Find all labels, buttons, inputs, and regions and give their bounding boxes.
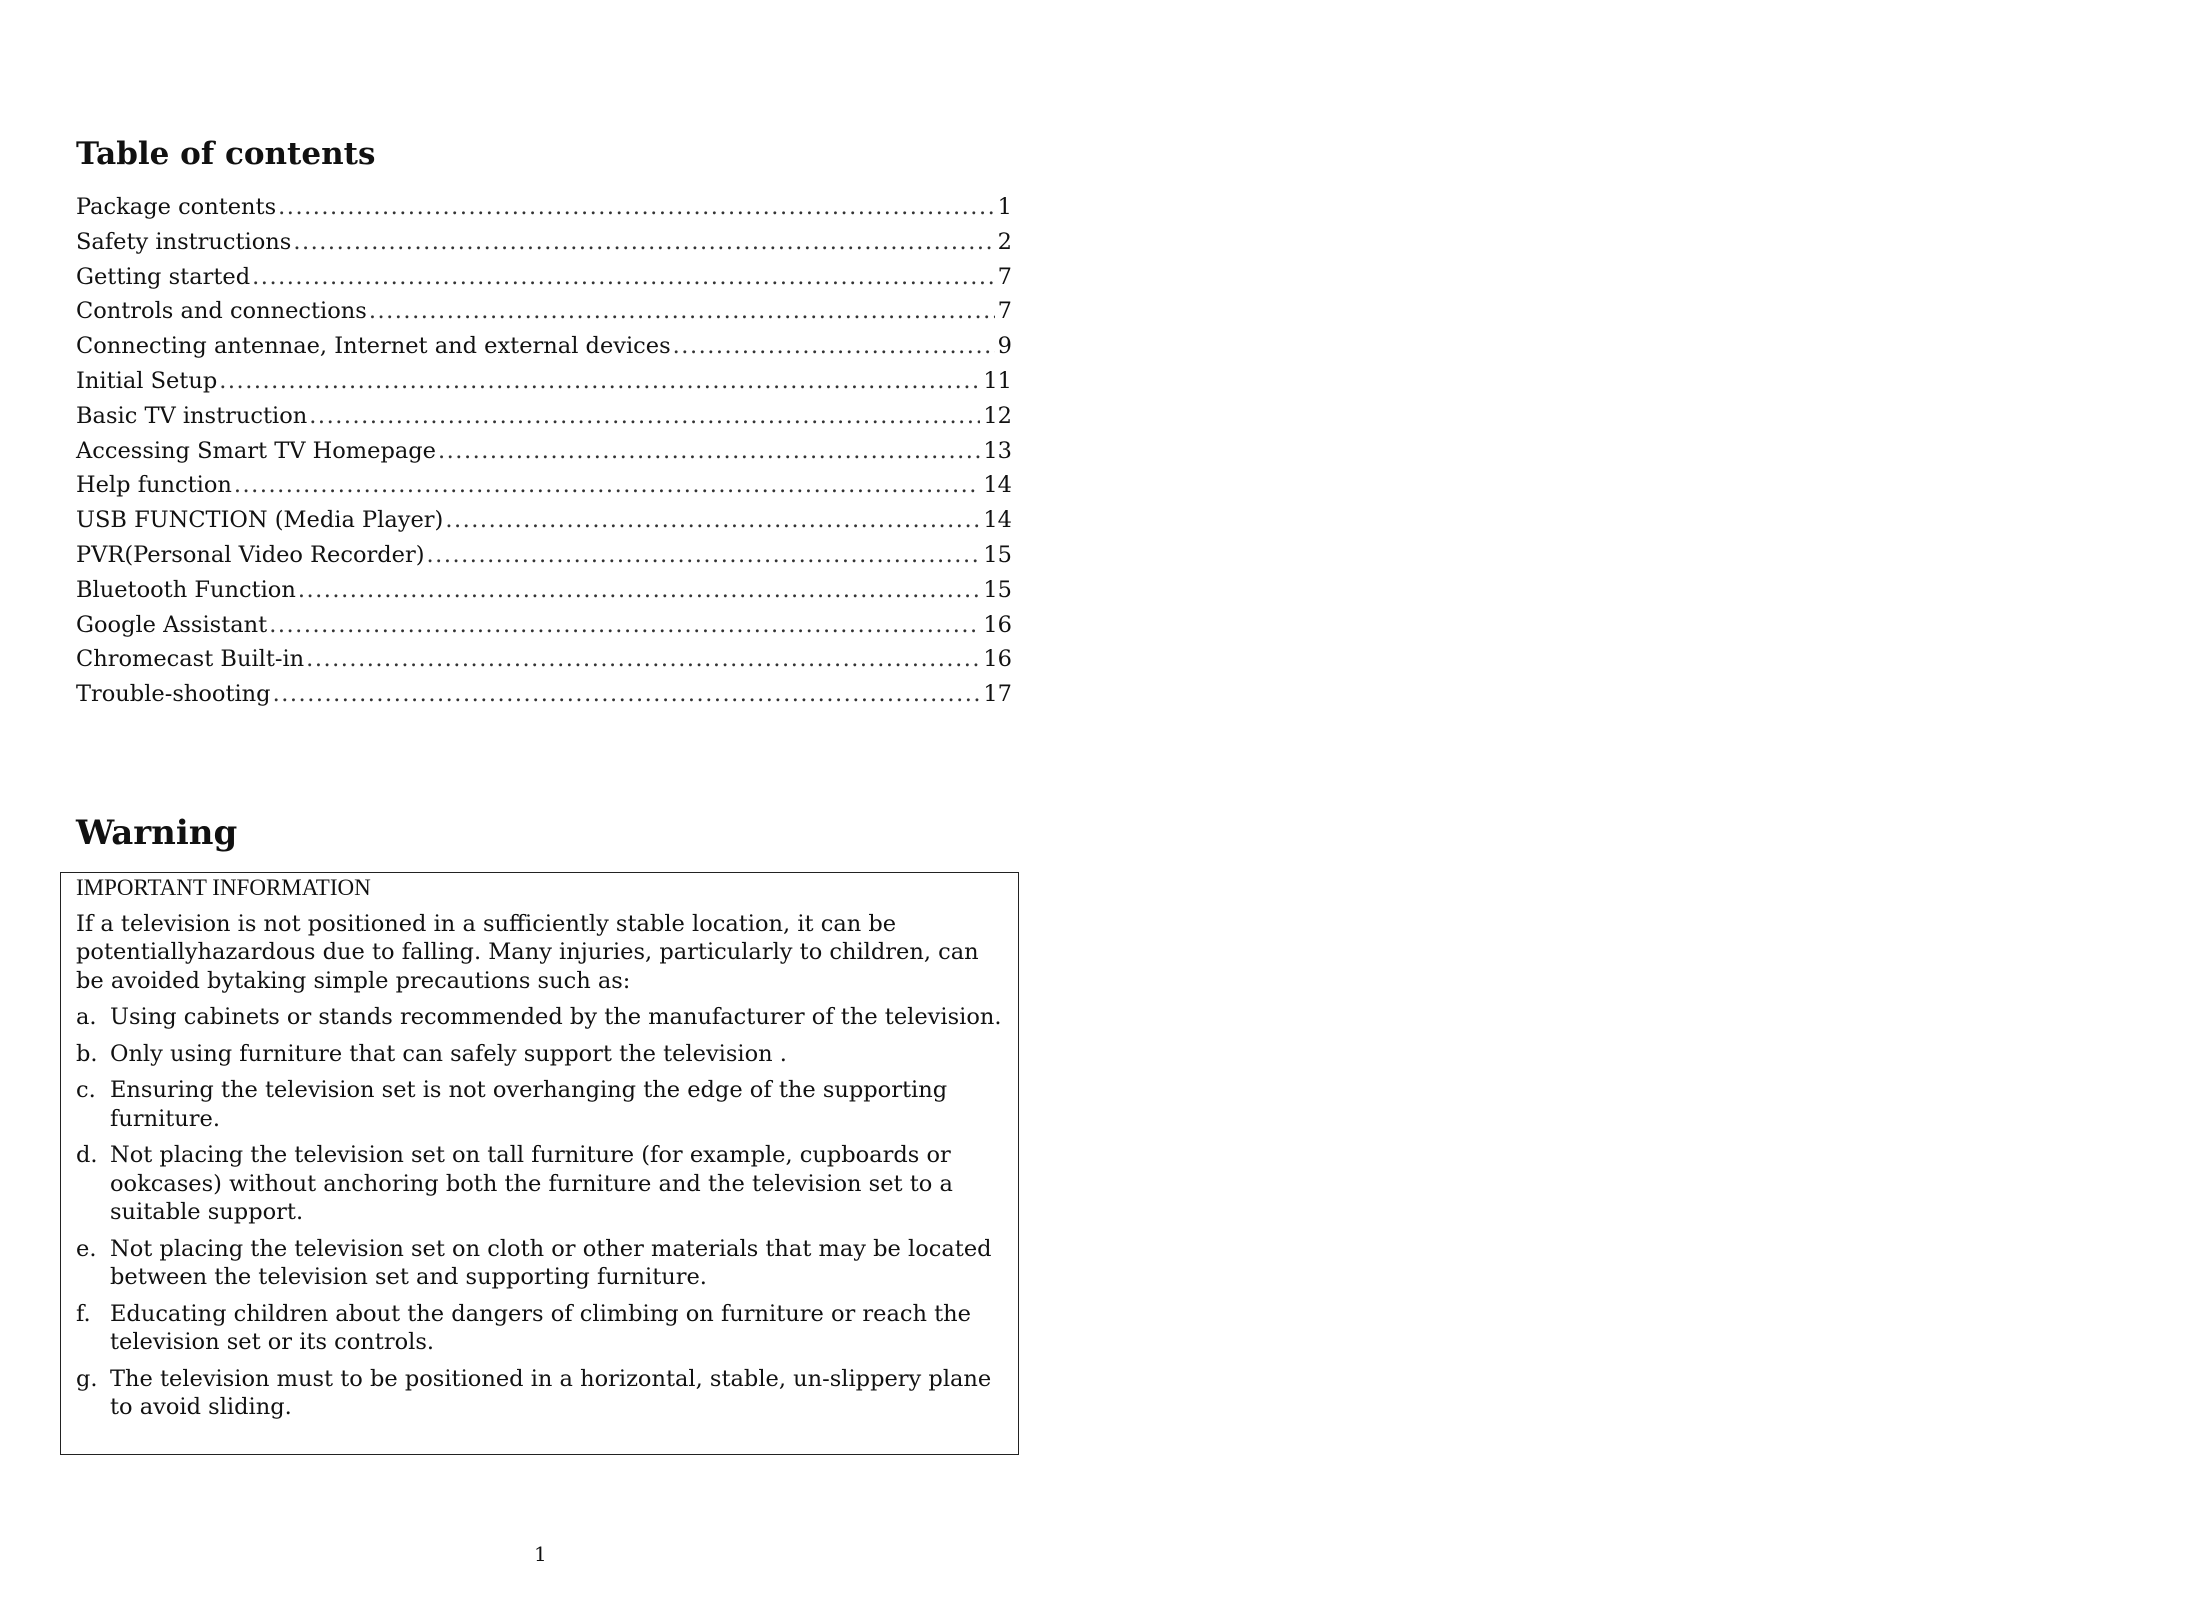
warning-item-letter: e. [76,1235,97,1262]
toc-entry [76,434,1012,469]
toc-entry [76,190,1012,225]
page-number: 1 [534,1542,547,1566]
toc-dot-leader [269,608,980,643]
toc-dot-leader [427,538,981,573]
warning-item-letter: b. [76,1040,98,1067]
toc-entry [76,364,1012,399]
toc-entry [76,225,1012,260]
warning-item [76,1003,1004,1032]
toc-entry-label: Chromecast Built-in [76,646,305,673]
warning-item-text: The television must to be positioned in a horizontal, stable, un-slippery plane to avoid sliding. [110,1365,992,1420]
toc-entry-page: 7 [997,298,1012,325]
toc-dot-leader [445,503,980,538]
toc-entry-page: 1 [997,194,1012,220]
warning-box [60,872,1019,1455]
toc-dot-leader [293,225,994,260]
toc-entry-page: 13 [983,437,1012,464]
toc-list [76,190,1012,712]
toc-entry-page: 14 [983,472,1012,499]
toc-title: Table of contents [76,136,376,172]
toc-entry-label: Getting started [76,263,251,290]
warning-item-letter: d. [76,1142,98,1168]
toc-dot-leader [309,399,980,434]
toc-entry-label: Package contents [76,194,277,220]
warning-item-letter: a. [76,1004,97,1030]
warning-item [76,1300,1004,1357]
toc-entry-label: Initial Setup [76,367,218,394]
warning-item-letter: g. [76,1365,98,1392]
toc-entry-label: Help function [76,472,232,499]
toc-entry-page: 7 [997,263,1012,290]
toc-entry-label: Basic TV instruction [76,402,308,429]
toc-entry-page: 15 [983,541,1012,568]
warning-item [76,1076,1004,1133]
toc-entry [76,677,1012,712]
toc-entry-page: 16 [983,646,1012,673]
toc-entry [76,573,1012,608]
toc-dot-leader [306,642,980,677]
toc-dot-leader [438,434,980,469]
warning-item-text: Educating children about the dangers of climbing on furniture or reach the television set or its controls. [110,1300,971,1355]
toc-entry [76,503,1012,538]
toc-dot-leader [273,677,981,712]
toc-entry [76,468,1012,503]
warning-list [76,1003,1004,1422]
warning-item-text: Not placing the television set on tall furniture (for example, cupboards or ookcases) without anchoring both the furniture and the television set to a suitable support. [110,1142,953,1225]
toc-entry [76,294,1012,329]
toc-entry-label: Accessing Smart TV Homepage [76,437,436,464]
toc-entry [76,260,1012,295]
toc-entry-label: Safety instructions [76,228,292,255]
warning-item-letter: c. [76,1077,96,1103]
toc-entry-label: Connecting antennae, Internet and external devices [76,333,671,360]
warning-intro: If a television is not positioned in a sufficiently stable location, it can be potentiallyhazardous due to falling. Many injuries, particularly to children, can be avoided bytaking simple precautions such as: [76,910,979,994]
warning-item [76,1365,1004,1422]
toc-dot-leader [252,260,995,295]
warning-heading: IMPORTANT INFORMATION [76,875,371,900]
toc-entry-label: Trouble-shooting [76,681,271,708]
warning-item-text: Using cabinets or stands recommended by the manufacturer of the television. [110,1004,1002,1030]
warning-item [76,1040,1004,1069]
toc-entry-label: Controls and connections [76,298,367,325]
toc-entry-label: PVR(Personal Video Recorder) [76,541,425,568]
toc-dot-leader [673,329,995,364]
toc-entry [76,538,1012,573]
warning-item [76,1141,1004,1227]
toc-dot-leader [369,294,995,329]
toc-entry [76,399,1012,434]
warning-item-text: Not placing the television set on cloth or other materials that may be located between the television set and supporting furniture. [110,1235,992,1290]
toc-entry-page: 16 [983,611,1012,638]
warning-item [76,1235,1004,1292]
warning-item-text: Ensuring the television set is not overhanging the edge of the supporting furniture. [110,1077,948,1132]
warning-item-letter: f. [76,1300,91,1327]
warning-item-text: Only using furniture that can safely support the television . [110,1040,787,1067]
toc-entry [76,608,1012,643]
toc-dot-leader [298,573,981,608]
warning-title: Warning [76,813,238,853]
toc-dot-leader [219,364,980,399]
toc-entry-page: 2 [997,228,1012,255]
toc-entry-label: Bluetooth Function [76,576,296,603]
toc-entry-page: 14 [983,507,1012,534]
toc-entry-label: Google Assistant [76,611,268,638]
toc-entry-page: 11 [983,367,1012,394]
toc-dot-leader [278,190,995,225]
toc-entry-label: USB FUNCTION (Media Player) [76,507,444,534]
toc-entry-page: 12 [983,402,1012,429]
toc-entry-page: 15 [983,576,1012,603]
toc-dot-leader [234,468,980,503]
toc-entry [76,642,1012,677]
toc-entry [76,329,1012,364]
toc-entry-page: 9 [997,333,1012,360]
toc-entry-page: 17 [983,681,1012,708]
